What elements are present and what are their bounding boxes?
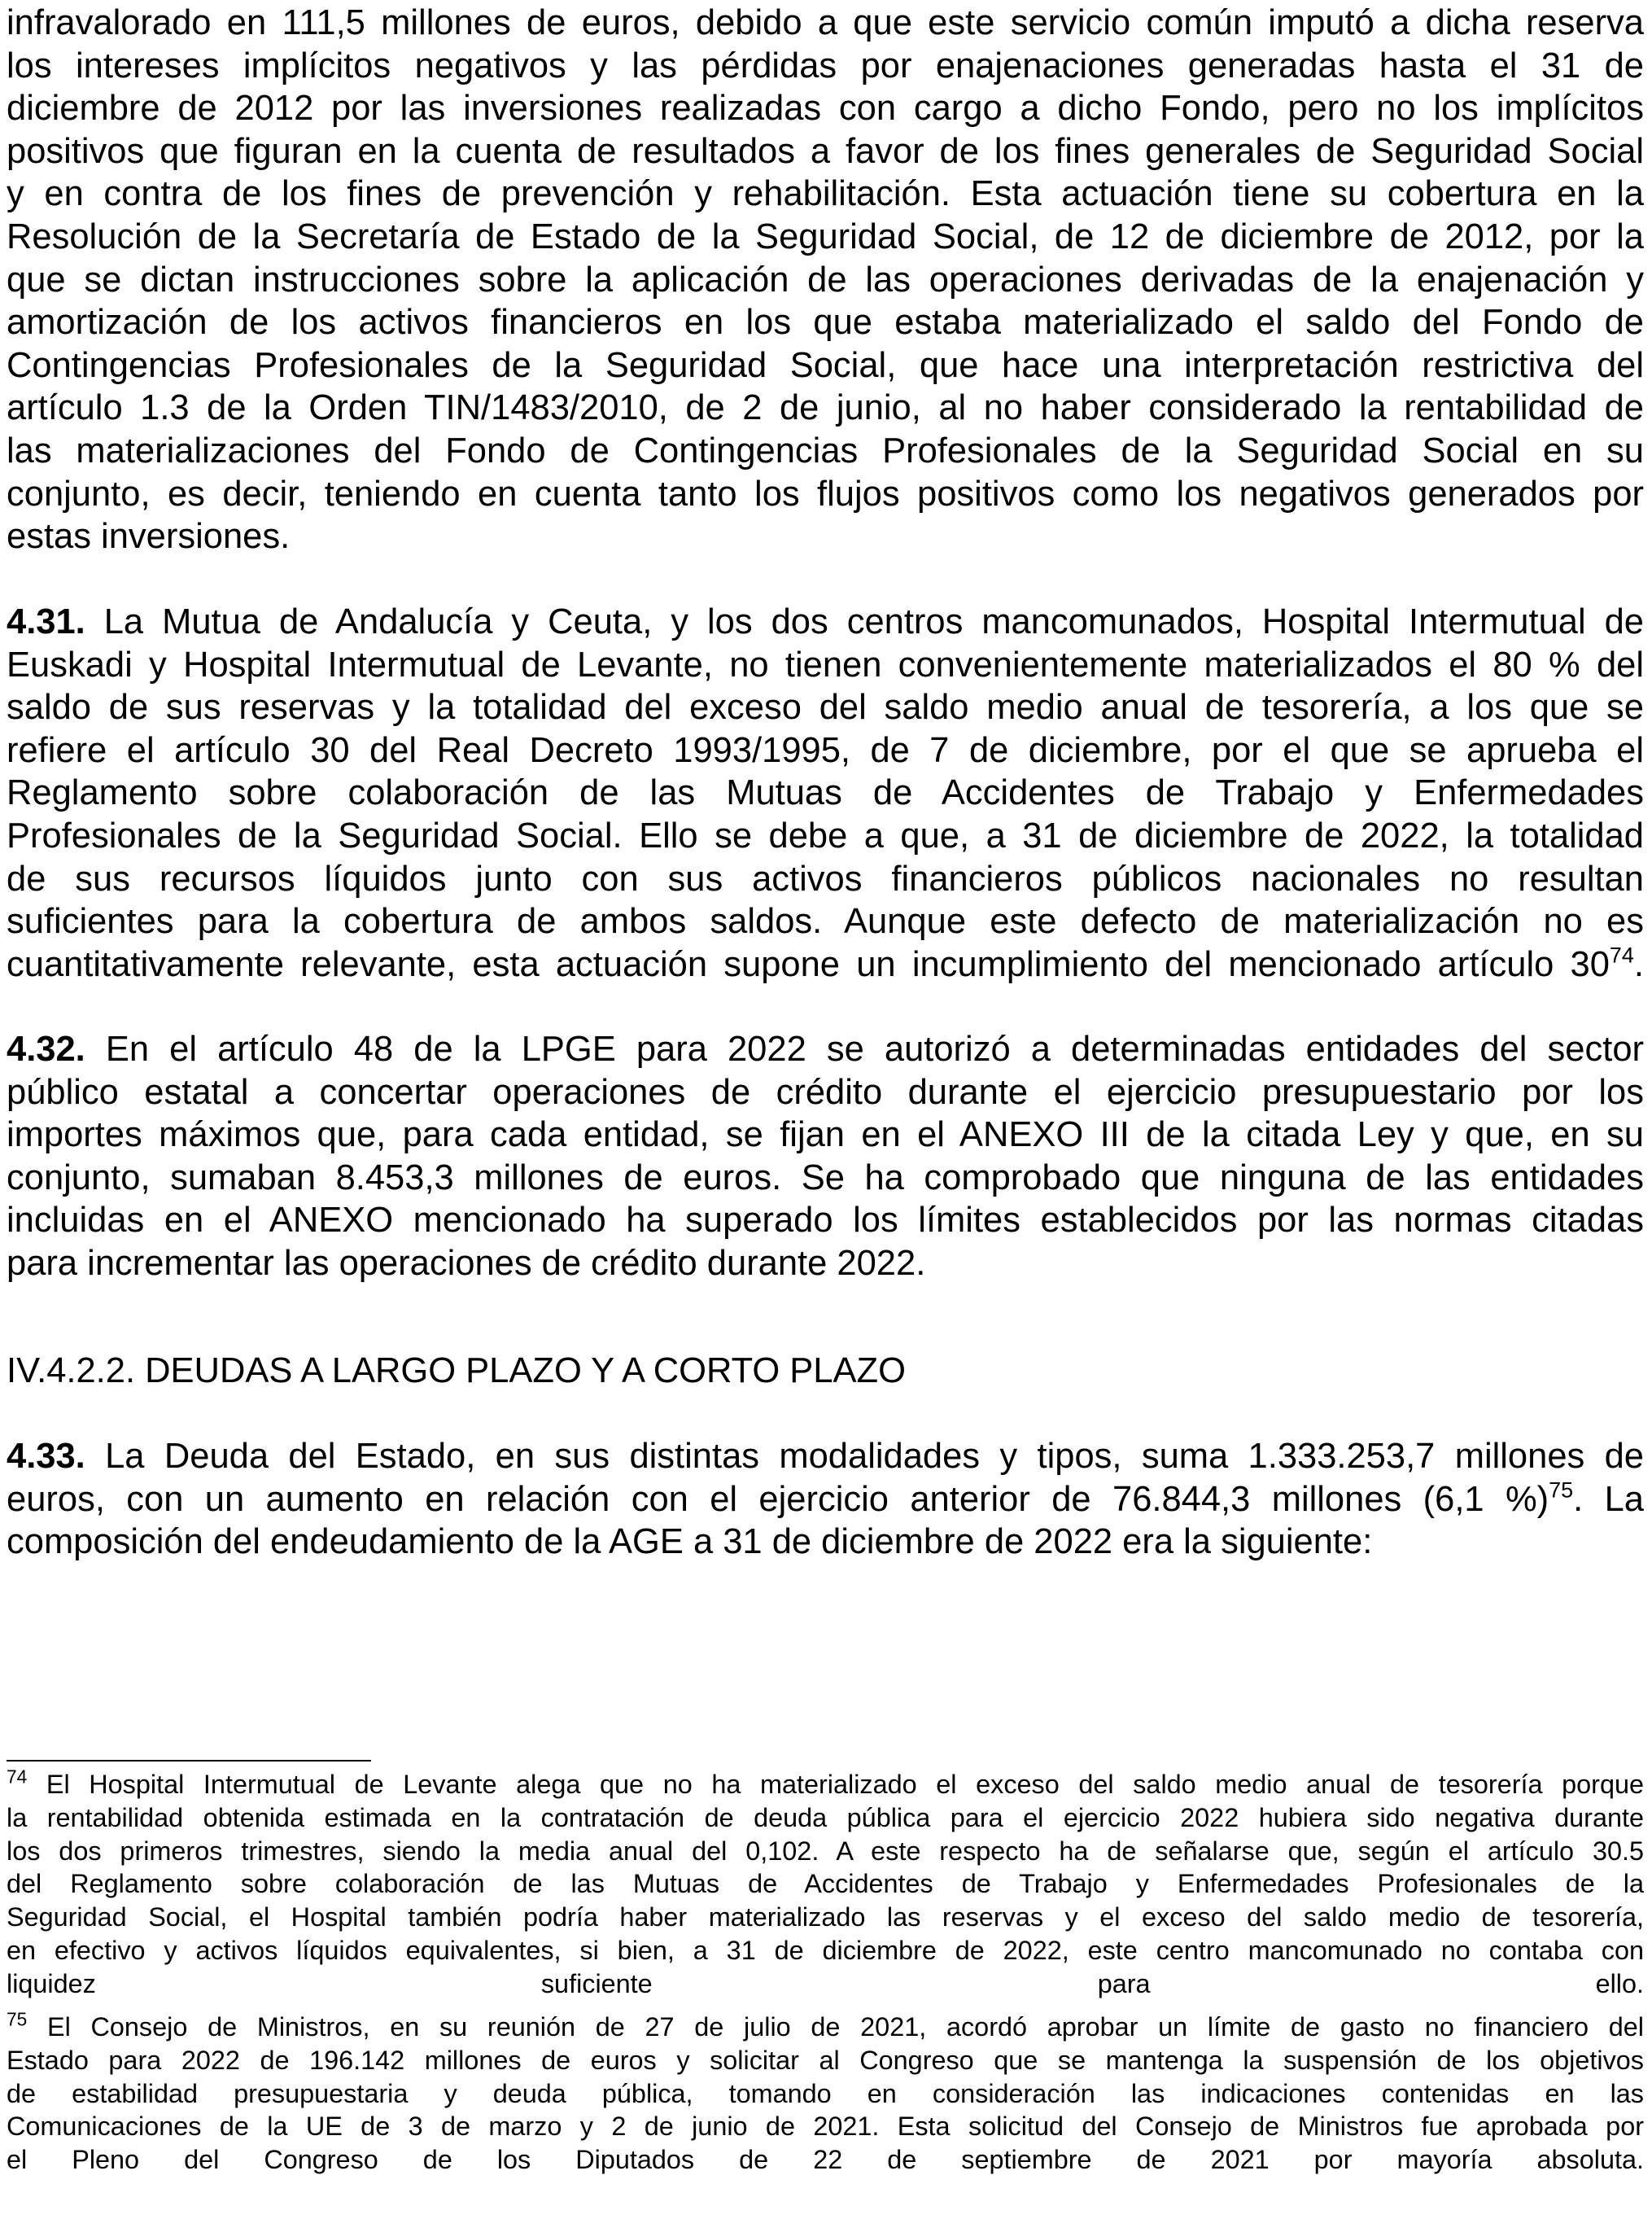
footnote-ref-75[interactable]: 75 xyxy=(1549,1477,1574,1502)
text-line: liquidez suficiente para ello. xyxy=(7,1968,1644,1998)
text-line: Contingencias Profesionales de la Seguridad Social, que hace una interpretación restrictiva del xyxy=(7,345,1644,385)
text-line: artículo 1.3 de la Orden TIN/1483/2010, de 2 de junio, al no haber considerado la rentabilidad de xyxy=(7,388,1644,428)
text-line: refiere el artículo 30 del Real Decreto 1993/1995, de 7 de diciembre, por el que se aprueba el xyxy=(7,730,1644,770)
footnote-number: 74 xyxy=(7,1766,28,1788)
text-line: que se dictan instrucciones sobre la aplicación de las operaciones derivadas de la enajenación y xyxy=(7,260,1644,300)
text-line: Euskadi y Hospital Intermutual de Levante, no tienen convenientemente materializados el 80 % del xyxy=(7,645,1644,685)
text-line: positivos que figuran en la cuenta de resultados a favor de los fines generales de Seguridad Social xyxy=(7,131,1644,171)
text-line: Resolución de la Secretaría de Estado de la Seguridad Social, de 12 de diciembre de 2012, por la xyxy=(7,217,1644,256)
text-line: de sus recursos líquidos junto con sus activos financieros públicos nacionales no resultan xyxy=(7,859,1644,899)
footnote-74 xyxy=(7,1768,1644,2001)
text-line: conjunto, sumaban 8.453,3 millones de euros. Se ha comprobado que ninguna de las entidades xyxy=(7,1158,1644,1197)
text-line: Seguridad Social, el Hospital también podría haber materializado las reservas y el exceso del saldo medio de tesorería, xyxy=(7,1902,1644,1932)
text-line: cuantitativamente relevante, esta actuación supone un incumplimiento del mencionado artículo $30^{74}$. xyxy=(7,943,1644,984)
footnote-ref-74[interactable]: 74 xyxy=(1609,943,1634,968)
text-line: y en contra de los fines de prevención y rehabilitación. Esta actuación tiene su cobertura en la xyxy=(7,174,1644,214)
paragraph-number: 4.33. xyxy=(7,1437,85,1476)
text-line: amortización de los activos financieros en los que estaba materializado el saldo del Fondo de xyxy=(7,303,1644,343)
text-line: los intereses implícitos negativos y las pérdidas por enajenaciones generadas hasta el 31 de xyxy=(7,46,1644,85)
text-line: importes máximos que, para cada entidad, se fijan en el ANEXO III de la citada Ley y que, en su xyxy=(7,1115,1644,1155)
paragraph-4-32 xyxy=(7,1028,1644,1285)
text-line: estas inversiones. xyxy=(7,517,291,557)
text-line: infravalorado en 111,5 millones de euros, debido a que este servicio común imputó a dicha reserva xyxy=(7,3,1644,42)
footnote-separator xyxy=(7,1760,371,1762)
text-line: 4.32. En el artículo 48 de la LPGE para 2022 se autorizó a determinadas entidades del sector xyxy=(7,1030,1644,1069)
text-line: los dos primeros trimestres, siendo la media anual del 0,102. A este respecto ha de señalarse que, según el artículo 30.5 xyxy=(7,1836,1644,1866)
text-line: público estatal a concertar operaciones de crédito durante el ejercicio presupuestario por los xyxy=(7,1072,1644,1112)
text-line: en efectivo y activos líquidos equivalentes, si bien, a 31 de diciembre de 2022, este centro mancomunado no contaba con xyxy=(7,1935,1644,1965)
text-line: Profesionales de la Seguridad Social. Ello se debe a que, a 31 de diciembre de 2022, la totalidad xyxy=(7,816,1644,856)
text-line: Comunicaciones de la UE de 3 de marzo y 2 de junio de 2021. Esta solicitud del Consejo de Ministros fue aprobada por xyxy=(7,2112,1644,2142)
text-line: conjunto, es decir, teniendo en cuenta tanto los flujos positivos como los negativos generados por xyxy=(7,474,1644,514)
text-line: Estado para 2022 de 196.142 millones de euros y solicitar al Congreso que se mantenga la suspensión de los objetivos xyxy=(7,2045,1644,2075)
paragraph-continuation xyxy=(7,2,1644,558)
text-line: saldo de sus reservas y la totalidad del exceso del saldo medio anual de tesorería, a los que se xyxy=(7,688,1644,728)
text-line: las materializaciones del Fondo de Contingencias Profesionales de la Seguridad Social en su xyxy=(7,431,1644,470)
text-line: composición del endeudamiento de la AGE a 31 de diciembre de 2022 era la siguiente: xyxy=(7,1522,1373,1562)
section-heading: IV.4.2.2. DEUDAS A LARGO PLAZO Y A CORTO PLAZO xyxy=(7,1351,906,1390)
text-line: Reglamento sobre colaboración de las Mutuas de Accidentes de Trabajo y Enfermedades xyxy=(7,773,1644,813)
paragraph-number: 4.31. xyxy=(7,602,85,641)
paragraph-4-33 xyxy=(7,1435,1644,1564)
footnote-number: 75 xyxy=(7,2008,28,2030)
text-line: la rentabilidad obtenida estimada en la contratación de deuda pública para el ejercicio 2022 hubiera sido negativa durante xyxy=(7,1802,1644,1832)
paragraph-number: 4.32. xyxy=(7,1030,85,1069)
text-line: diciembre de 2012 por las inversiones realizadas con cargo a dicho Fondo, pero no los implícitos xyxy=(7,89,1644,129)
text-line: euros, con un aumento en relación con el ejercicio anterior de 76.844,3 millones (6,1 %)$^{75}$. La xyxy=(7,1477,1644,1519)
text-line: $^{74}$ El Hospital Intermutual de Levante alega que no ha materializado el exceso del saldo medio anual de tesorería porque xyxy=(7,1766,1644,1799)
text-line: del Reglamento sobre colaboración de las Mutuas de Accidentes de Trabajo y Enfermedades Profesionales de la xyxy=(7,1869,1644,1899)
text-line: de estabilidad presupuestaria y deuda pública, tomando en consideración las indicaciones contenidas en las xyxy=(7,2078,1644,2108)
footnote-75 xyxy=(7,2008,1644,2177)
text-line: suficientes para la cobertura de ambos saldos. Aunque este defecto de materialización no es xyxy=(7,902,1644,942)
text-line: $^{75}$ El Consejo de Ministros, en su reunión de 27 de julio de 2021, acordó aprobar un límite de gasto no financiero del xyxy=(7,2008,1644,2042)
paragraph-4-31 xyxy=(7,601,1644,986)
text-line: el Pleno del Congreso de los Diputados de 22 de septiembre de 2021 por mayoría absoluta. xyxy=(7,2145,1644,2175)
text-line: 4.31. La Mutua de Andalucía y Ceuta, y los dos centros mancomunados, Hospital Intermutual de xyxy=(7,602,1644,641)
text-line: incluidas en el ANEXO mencionado ha superado los límites establecidos por las normas citadas xyxy=(7,1201,1644,1241)
text-line: 4.33. La Deuda del Estado, en sus distintas modalidades y tipos, suma 1.333.253,7 millones de xyxy=(7,1437,1644,1476)
text-line: para incrementar las operaciones de crédito durante 2022. xyxy=(7,1243,926,1283)
